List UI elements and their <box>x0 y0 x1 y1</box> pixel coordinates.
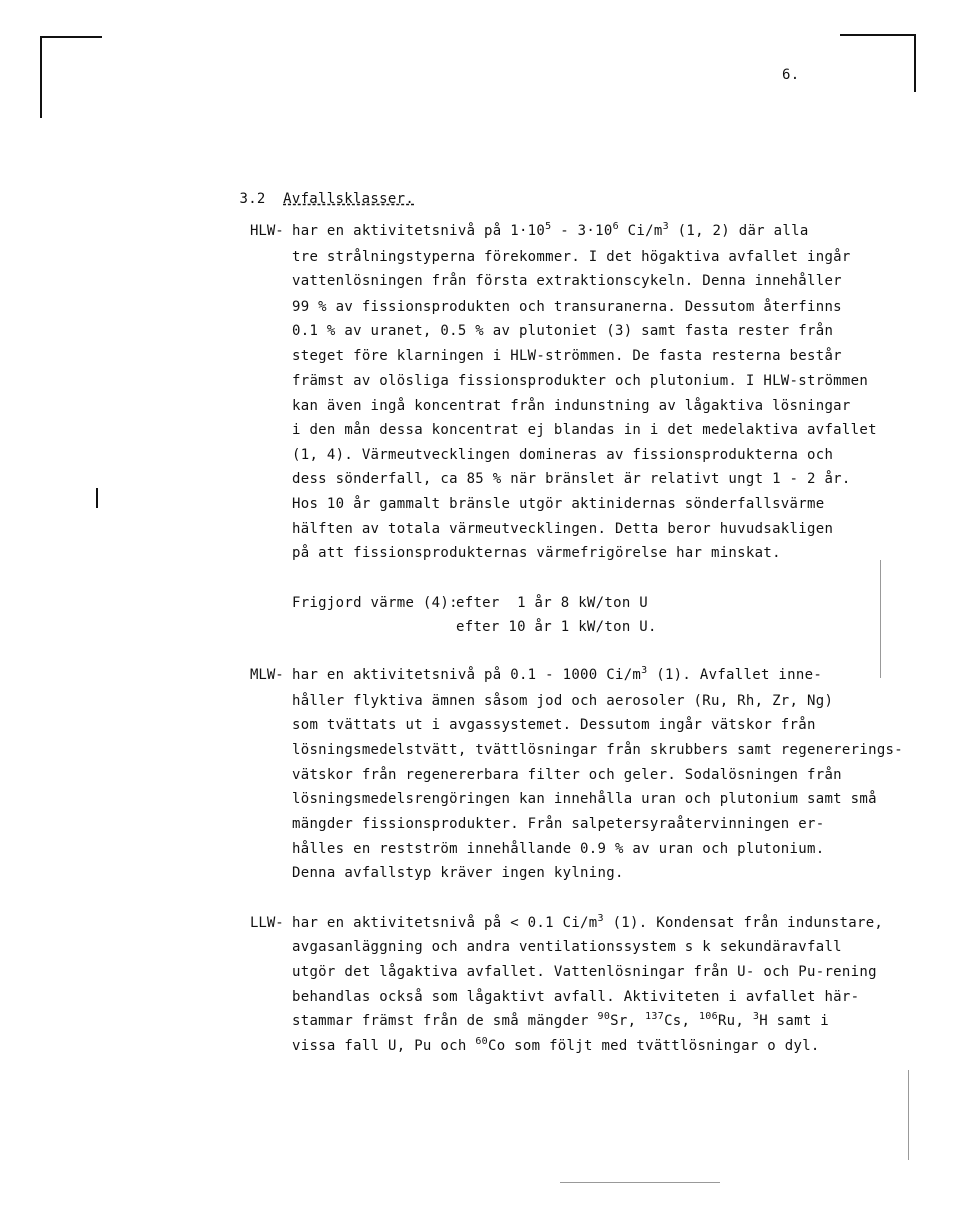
hlw-line-1: har en aktivitetsnivå på $1\cdot 10^5 - 3\cdot 10^6$ $Ci/m^3$ (1, 2) där alla <box>292 221 809 239</box>
hlw-text-line: främst av olösliga fissionsprodukter och plutonium. I HLW-strömmen <box>292 373 869 389</box>
mlw-text-line: lösningsmedelstvätt, tvättlösningar från skrubbers samt regenererings- <box>292 742 904 758</box>
mlw-text-line: vätskor från regenererbara filter och geler. Sodalösningen från <box>292 767 842 783</box>
hlw-text-line: hälften av totala värmeutvecklingen. Detta beror huvudsakligen <box>292 521 834 537</box>
section-heading <box>222 172 414 208</box>
hlw-text-line: på att fissionsprodukternas värmefrigörelse har minskat. <box>292 545 781 561</box>
llw-line-1: har en aktivitetsnivå på < 0.1 $Ci/m^3$ (1). Kondensat från indunstare, <box>292 913 884 931</box>
scan-margin-dash-bottom <box>560 1182 720 1183</box>
section-number: 3.2 <box>239 191 266 207</box>
hlw-text-line: steget före klarningen i HLW-strömmen. De fasta resterna består <box>292 348 842 364</box>
mlw-text-line: lösningsmedelsrengöringen kan innehålla uran och plutonium samt små <box>292 791 877 807</box>
mlw-text-line: mängder fissionsprodukter. Från salpetersyraåtervinningen er- <box>292 816 825 832</box>
hlw-text-line: dess sönderfall, ca 85 % när bränslet är relativt ungt 1 - 2 år. <box>292 471 851 487</box>
heat-row-2: efter 10 år 1 kW/ton U. <box>456 619 657 635</box>
mlw-text-line: som tvättats ut i avgassystemet. Dessutom ingår vätskor från <box>292 717 816 733</box>
scan-border-left <box>40 36 42 118</box>
llw-text-line: utgör det lågaktiva avfallet. Vattenlösningar från U- och Pu-rening <box>292 964 877 980</box>
scan-border-right <box>914 34 916 92</box>
hlw-text-line: vattenlösningen från första extraktionscykeln. Denna innehåller <box>292 273 842 289</box>
heat-row-1: efter 1 år 8 kW/ton U <box>456 595 649 611</box>
scan-margin-line-right-2 <box>908 1070 909 1160</box>
hlw-text-line: (1, 4). Värmeutvecklingen domineras av fissionsprodukterna och <box>292 447 834 463</box>
hlw-tag: HLW- <box>250 223 284 239</box>
hlw-text-line: 99 % av fissionsprodukten och transuranerna. Dessutom återfinns <box>292 299 842 315</box>
llw-line-5: stammar främst från de små mängder $^{90}$Sr, $^{137}$Cs, $^{106}$Ru, $^3$H samt i <box>292 1011 830 1029</box>
hlw-text-line: 0.1 % av uranet, 0.5 % av plutoniet (3) samt fasta rester från <box>292 323 834 339</box>
llw-text-line: avgasanläggning och andra ventilationssystem s k sekundäravfall <box>292 939 842 955</box>
mlw-text-line: hålles en restström innehållande 0.9 % av uran och plutonium. <box>292 841 825 857</box>
scan-border-top-right <box>840 34 916 36</box>
heat-label: Frigjord värme (4): <box>292 595 458 611</box>
hlw-text-line: tre strålningstyperna förekommer. I det högaktiva avfallet ingår <box>292 249 851 265</box>
llw-text-line: behandlas också som lågaktivt avfall. Aktiviteten i avfallet här- <box>292 989 860 1005</box>
mlw-tag: MLW- <box>250 667 284 683</box>
scan-margin-line-right-1 <box>880 560 881 678</box>
hlw-text-line: Hos 10 år gammalt bränsle utgör aktinidernas sönderfallsvärme <box>292 496 825 512</box>
scan-margin-tick-left <box>96 488 98 508</box>
page-number: 6. <box>782 67 800 83</box>
llw-line-6: vissa fall U, Pu och $^{60}$Co som följt med tvättlösningar o dyl. <box>292 1036 820 1054</box>
mlw-text-line: håller flyktiva ämnen såsom jod och aerosoler (Ru, Rh, Zr, Ng) <box>292 693 834 709</box>
hlw-text-line: i den mån dessa koncentrat ej blandas in i det medelaktiva avfallet <box>292 422 877 438</box>
hlw-text-line: kan även ingå koncentrat från indunstning av lågaktiva lösningar <box>292 398 851 414</box>
scan-border-top-left <box>40 36 102 38</box>
section-title: Avfallsklasser. <box>283 191 415 207</box>
llw-tag: LLW- <box>250 915 284 931</box>
mlw-text-line: Denna avfallstyp kräver ingen kylning. <box>292 865 624 881</box>
mlw-line-1: har en aktivitetsnivå på 0.1 - 1000 $Ci/m^3$ (1). Avfallet inne- <box>292 665 823 683</box>
